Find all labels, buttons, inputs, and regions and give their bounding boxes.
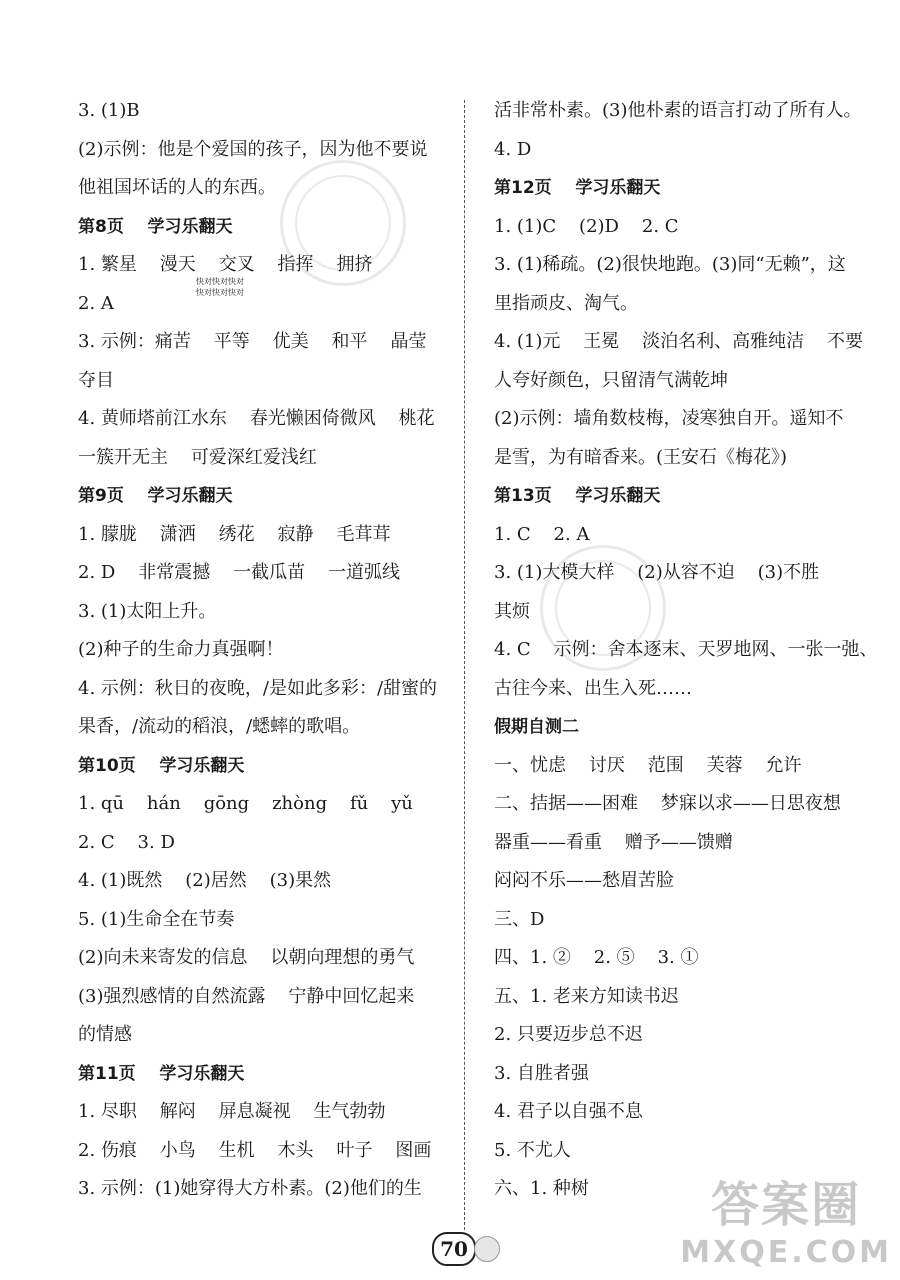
answer-line: 4. C 示例：舍本逐末、天罗地网、一张一弛、 (494, 639, 878, 660)
answer-line: 的情感 (78, 1024, 132, 1045)
answer-line: 2. 伤痕 小鸟 生机 木头 叶子 图画 (78, 1139, 432, 1161)
answer-line: 四、1. ② 2. ⑤ 3. ① (494, 947, 699, 968)
section-heading: 第12页 学习乐翻天 (494, 178, 661, 198)
answer-line: 1. 朦胧 潇洒 绣花 寂静 毛茸茸 (78, 523, 391, 545)
answer-line: 人夸好颜色，只留清气满乾坤 (494, 369, 728, 391)
site-watermark (680, 1166, 892, 1270)
answer-line: 3. 自胜者强 (494, 1062, 589, 1084)
answer-line: 夺目 (78, 369, 114, 391)
answer-line: 器重——看重 赠予——馈赠 (494, 831, 733, 853)
answer-line: 3. 示例：痛苦 平等 优美 和平 晶莹 (78, 331, 427, 352)
watermark-stamp-inner-ring (555, 560, 651, 656)
answer-line: 闷闷不乐——愁眉苦脸 (494, 870, 674, 891)
answer-line: 2. 只要迈步总不迟 (494, 1024, 643, 1045)
answer-line: 4. 示例：秋日的夜晚，/是如此多彩：/甜蜜的 (78, 677, 438, 699)
section-heading: 第8页 学习乐翻天 (78, 216, 233, 237)
answer-line: 1. (1)C (2)D 2. C (494, 215, 679, 237)
answer-line: 一、忧虑 讨厌 范围 芙蓉 允许 (494, 754, 802, 776)
answer-line: 1. 尽职 解闷 屏息凝视 生气勃勃 (78, 1101, 386, 1122)
answer-line: 是雪，为有暗香来。(王安石《梅花》) (494, 446, 788, 468)
answer-line: 活非常朴素。(3)他朴素的语言打动了所有人。 (494, 100, 862, 121)
watermark-stamp (540, 545, 666, 671)
answer-line: 4. 黄师塔前江水东 春光懒困倚微风 桃花 (78, 408, 435, 429)
answer-line: 5. 不尤人 (494, 1139, 571, 1161)
small-note-line: 快对快对快对 (196, 288, 244, 297)
answer-line: 里指顽皮、淘气。 (494, 292, 638, 314)
answer-line: (3)强烈感情的自然流露 宁静中回忆起来 (78, 985, 415, 1007)
answer-line: 5. (1)生命全在节奏 (78, 908, 235, 930)
answer-line: (2)向未来寄发的信息 以朝向理想的勇气 (78, 947, 415, 968)
left-column (78, 92, 453, 1209)
answer-line: 1. C 2. A (494, 523, 590, 545)
answer-line: 3. 示例：(1)她穿得大方朴素。(2)他们的生 (78, 1178, 422, 1199)
section-heading: 第9页 学习乐翻天 (78, 486, 233, 506)
answer-line: 1. 繁星 漫天 交叉 指挥 拥挤 (78, 254, 373, 275)
watermark-stamp (280, 160, 406, 286)
answer-line: 1. qū hán gōng zhòng fǔ yǔ (78, 793, 413, 814)
answer-line: 六、1. 种树 (494, 1178, 589, 1199)
section-heading: 假期自测二 (494, 717, 579, 737)
answer-line: (2)示例：墙角数枝梅，凌寒独自开。遥知不 (494, 408, 844, 429)
answer-line: 五、1. 老来方知读书迟 (494, 985, 679, 1007)
page-number: 70 (432, 1232, 476, 1266)
small-note (196, 276, 266, 298)
answer-line: 三、D (494, 908, 545, 930)
answer-line: 果香，/流动的稻浪，/蟋蟀的歌唱。 (78, 716, 361, 737)
answer-line: 其烦 (494, 600, 530, 622)
answer-line: (2)种子的生命力真强啊！ (78, 639, 284, 660)
answer-line: 4. 君子以自强不息 (494, 1101, 643, 1122)
answer-line: 二、拮据——困难 梦寐以求——日思夜想 (494, 793, 841, 814)
watermark-url: MXQE.COM (680, 1235, 892, 1270)
right-column (494, 92, 878, 1209)
section-heading: 第10页 学习乐翻天 (78, 755, 245, 776)
section-heading: 第11页 学习乐翻天 (78, 1063, 245, 1084)
section-heading: 第13页 学习乐翻天 (494, 486, 661, 506)
answer-line: 古往今来、出生入死…… (494, 677, 692, 699)
answer-line: 他祖国坏话的人的东西。 (78, 177, 276, 198)
answer-line: 一簇开无主 可爱深红爱浅红 (78, 446, 317, 468)
small-note-line: 快对快对快对 (196, 277, 244, 286)
watermark-main-text: 答案圈 (711, 1177, 862, 1233)
answer-line: 2. D 非常震撼 一截瓜苗 一道弧线 (78, 562, 400, 583)
answer-line: 3. (1)稀疏。(2)很快地跑。(3)同“无赖”，这 (494, 254, 846, 275)
answer-line: 4. D (494, 138, 532, 160)
watermark-stamp-inner-ring (295, 175, 391, 271)
answer-line: 3. (1)太阳上升。 (78, 600, 217, 622)
answer-line: 2. C 3. D (78, 831, 175, 853)
answer-line: 3. (1)B (78, 100, 140, 121)
answer-line: 4. (1)既然 (2)居然 (3)果然 (78, 870, 332, 891)
answer-line: 2. A (78, 292, 114, 314)
column-divider (464, 100, 465, 1230)
answer-line: (2)示例：他是个爱国的孩子，因为他不要说 (78, 138, 428, 160)
answer-line: 3. (1)大模大样 (2)从容不迫 (3)不胜 (494, 562, 820, 583)
answer-line: 4. (1)元 王冕 淡泊名利、高雅纯洁 不要 (494, 331, 864, 352)
mascot-icon (474, 1236, 500, 1262)
